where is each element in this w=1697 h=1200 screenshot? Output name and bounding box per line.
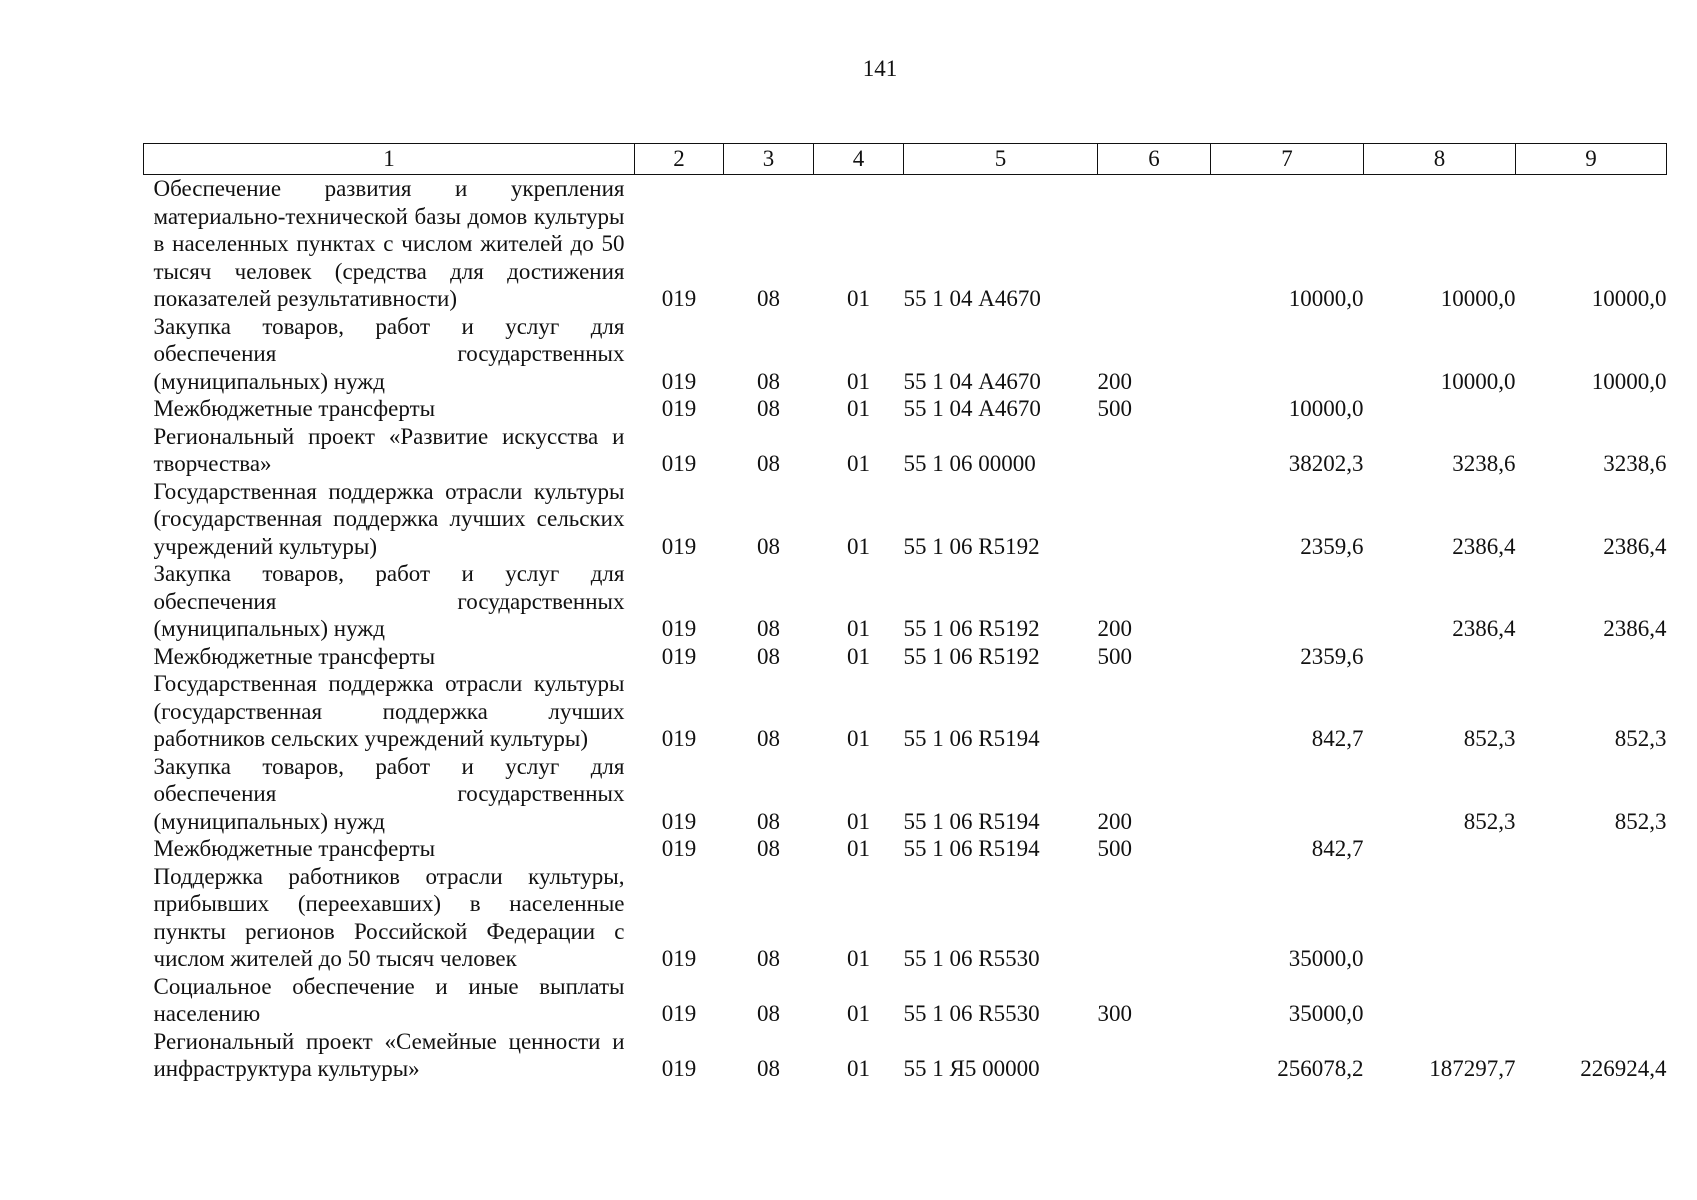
section-code: 08 (757, 726, 780, 751)
item-name: Закупка товаров, работ и услуг для обеспечения государственных (муниципальных) нужд (153, 561, 625, 641)
target-code: 55 1 06 R5192 (903, 643, 1040, 669)
header-cell: 4 (814, 144, 904, 175)
item-name: Закупка товаров, работ и услуг для обеспечения государственных (муниципальных) нужд (153, 313, 625, 394)
amount-col-8 (1364, 973, 1516, 1028)
amount-col-8: 2386,4 (1452, 616, 1516, 641)
target-code: 55 1 06 R5192 (903, 533, 1040, 559)
table-row (144, 643, 1667, 671)
header-cell: 1 (144, 144, 635, 175)
item-name: Поддержка работников отрасли культуры, прибывших (переехавших) в населенные пункты регионов Российской Федерации с числом жителей до 50 тысяч человек (153, 863, 625, 971)
amount-col-7: 35000,0 (1288, 946, 1364, 971)
target-code: 55 1 06 R5194 (903, 726, 1040, 751)
gov-code: 019 (661, 946, 697, 971)
expense-kind: 200 (1097, 616, 1132, 641)
item-name: Региональный проект «Развитие искусства и творчества» (153, 423, 625, 476)
gov-code: 019 (661, 616, 697, 641)
table-row (144, 560, 1667, 643)
header-cell: 6 (1098, 144, 1211, 175)
table-row (144, 395, 1667, 423)
amount-col-8: 2386,4 (1452, 533, 1516, 559)
amount-col-7: 842,7 (1311, 836, 1364, 861)
amount-col-9: 2386,4 (1603, 533, 1667, 559)
expense-kind: 500 (1097, 836, 1132, 861)
amount-col-7: 2359,6 (1300, 643, 1364, 669)
header-cell: 8 (1364, 144, 1516, 175)
table-row (144, 863, 1667, 973)
expense-kind (1098, 863, 1211, 973)
amount-col-8 (1364, 835, 1516, 863)
subsection-code: 01 (847, 836, 870, 861)
section-code: 08 (757, 396, 780, 421)
expense-kind (1098, 670, 1211, 753)
amount-col-8: 852,3 (1463, 808, 1516, 834)
expense-kind: 300 (1097, 1001, 1132, 1026)
gov-code: 019 (661, 1056, 697, 1081)
expense-kind: 200 (1097, 808, 1132, 834)
subsection-code: 01 (847, 368, 870, 394)
subsection-code: 01 (847, 643, 870, 669)
amount-col-9 (1516, 835, 1667, 863)
amount-col-7: 38202,3 (1288, 451, 1364, 476)
header-cell: 5 (904, 144, 1098, 175)
table-row (144, 835, 1667, 863)
table-row (144, 753, 1667, 836)
gov-code: 019 (661, 808, 697, 834)
subsection-code: 01 (847, 726, 870, 751)
section-code: 08 (757, 808, 780, 834)
section-code: 08 (757, 451, 780, 476)
section-code: 08 (757, 946, 780, 971)
amount-col-8 (1364, 395, 1516, 423)
item-name: Обеспечение развития и укрепления материально-технической базы домов культуры в населенных пунктах с числом жителей до 50 тысяч человек (средства для достижения показателей результативности) (153, 176, 625, 311)
table-row (144, 973, 1667, 1028)
section-code: 08 (757, 368, 780, 394)
amount-col-7: 2359,6 (1300, 533, 1364, 559)
item-name: Межбюджетные трансферты (153, 396, 436, 421)
header-cell: 3 (724, 144, 814, 175)
table-row (144, 670, 1667, 753)
expense-kind: 500 (1097, 643, 1132, 669)
gov-code: 019 (661, 643, 697, 669)
section-code: 08 (757, 616, 780, 641)
amount-col-7: 10000,0 (1288, 396, 1364, 421)
subsection-code: 01 (847, 808, 870, 834)
amount-col-7: 842,7 (1311, 726, 1364, 751)
expense-kind (1098, 478, 1211, 561)
amount-col-7: 10000,0 (1288, 286, 1364, 311)
header-cell: 9 (1516, 144, 1667, 175)
amount-col-9: 2386,4 (1603, 616, 1667, 641)
gov-code: 019 (661, 836, 697, 861)
subsection-code: 01 (847, 946, 870, 971)
subsection-code: 01 (847, 1001, 870, 1026)
item-name: Государственная поддержка отрасли культуры (государственная поддержка лучших работников сельских учреждений культуры) (153, 671, 625, 751)
expense-kind (1098, 175, 1211, 313)
amount-col-9: 852,3 (1614, 726, 1667, 751)
amount-col-9 (1516, 643, 1667, 671)
target-code: 55 1 06 R5194 (903, 836, 1040, 861)
subsection-code: 01 (847, 533, 870, 559)
gov-code: 019 (661, 286, 697, 311)
amount-col-7: 35000,0 (1288, 1001, 1364, 1026)
table-row (144, 313, 1667, 396)
header-cell: 2 (635, 144, 724, 175)
item-name: Региональный проект «Семейные ценности и инфраструктура культуры» (153, 1028, 625, 1081)
amount-col-9 (1516, 863, 1667, 973)
amount-col-8 (1364, 863, 1516, 973)
expense-kind: 500 (1097, 396, 1132, 421)
gov-code: 019 (661, 533, 697, 559)
header-cell: 7 (1211, 144, 1364, 175)
amount-col-9 (1516, 395, 1667, 423)
target-code: 55 1 Я5 00000 (903, 1056, 1040, 1081)
expense-kind (1098, 1028, 1211, 1083)
table-row (144, 423, 1667, 478)
item-name: Межбюджетные трансферты (153, 643, 436, 669)
target-code: 55 1 06 R5194 (903, 808, 1040, 834)
subsection-code: 01 (847, 286, 870, 311)
section-code: 08 (757, 1001, 780, 1026)
page-number: 141 (862, 56, 898, 81)
item-name: Социальное обеспечение и иные выплаты населению (153, 973, 625, 1026)
gov-code: 019 (661, 396, 697, 421)
amount-col-9: 3238,6 (1603, 451, 1667, 476)
table-row (144, 175, 1667, 313)
amount-col-7 (1211, 313, 1364, 396)
expense-kind: 200 (1097, 368, 1132, 394)
table-row (144, 478, 1667, 561)
target-code: 55 1 04 А4670 (903, 286, 1041, 311)
gov-code: 019 (661, 451, 697, 476)
budget-table (143, 143, 1667, 1083)
subsection-code: 01 (847, 396, 870, 421)
section-code: 08 (757, 533, 780, 559)
target-code: 55 1 06 00000 (903, 451, 1036, 476)
expense-kind (1098, 423, 1211, 478)
amount-col-8: 10000,0 (1440, 286, 1516, 311)
subsection-code: 01 (847, 451, 870, 476)
target-code: 55 1 04 А4670 (903, 368, 1041, 394)
gov-code: 019 (661, 726, 697, 751)
item-name: Государственная поддержка отрасли культуры (государственная поддержка лучших сельских учреждений культуры) (153, 478, 625, 559)
gov-code: 019 (661, 1001, 697, 1026)
section-code: 08 (757, 1056, 780, 1081)
amount-col-7 (1211, 560, 1364, 643)
amount-col-9: 226924,4 (1580, 1056, 1667, 1081)
amount-col-9: 10000,0 (1591, 286, 1667, 311)
header-row (144, 144, 1667, 175)
section-code: 08 (757, 836, 780, 861)
gov-code: 019 (661, 368, 697, 394)
item-name: Закупка товаров, работ и услуг для обеспечения государственных (муниципальных) нужд (153, 753, 625, 834)
amount-col-8: 852,3 (1463, 726, 1516, 751)
subsection-code: 01 (847, 1056, 870, 1081)
table-row (144, 1028, 1667, 1083)
target-code: 55 1 06 R5530 (903, 1001, 1040, 1026)
section-code: 08 (757, 286, 780, 311)
amount-col-9: 852,3 (1614, 808, 1667, 834)
target-code: 55 1 04 А4670 (903, 396, 1041, 421)
amount-col-8: 10000,0 (1440, 368, 1516, 394)
amount-col-9: 10000,0 (1591, 368, 1667, 394)
target-code: 55 1 06 R5530 (903, 946, 1040, 971)
amount-col-7: 256078,2 (1277, 1056, 1364, 1081)
amount-col-8: 3238,6 (1452, 451, 1516, 476)
amount-col-7 (1211, 753, 1364, 836)
subsection-code: 01 (847, 616, 870, 641)
target-code: 55 1 06 R5192 (903, 616, 1040, 641)
item-name: Межбюджетные трансферты (153, 836, 436, 861)
amount-col-9 (1516, 973, 1667, 1028)
amount-col-8: 187297,7 (1429, 1056, 1516, 1081)
section-code: 08 (757, 643, 780, 669)
amount-col-8 (1364, 643, 1516, 671)
